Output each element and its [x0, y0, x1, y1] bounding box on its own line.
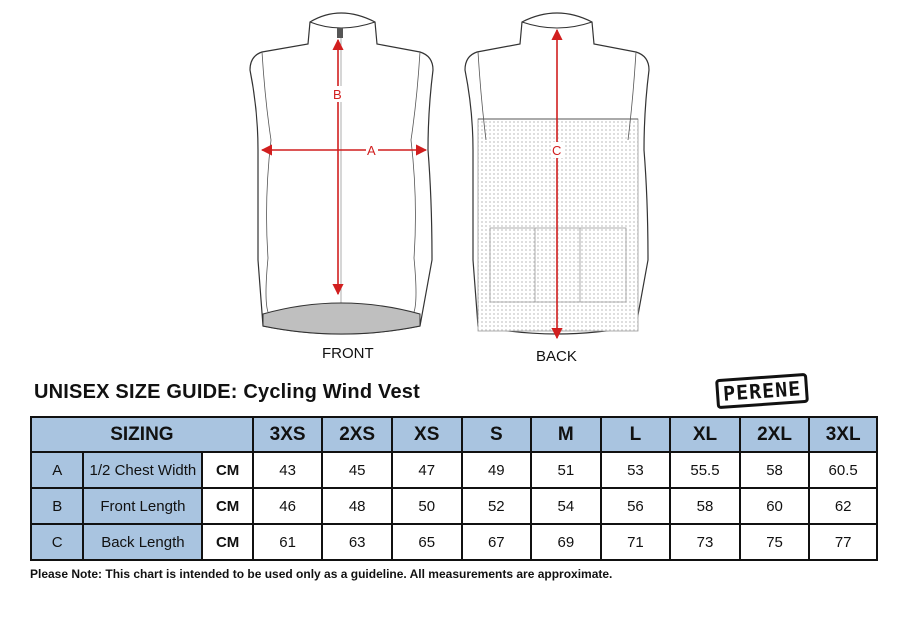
size-header: 2XS: [322, 417, 392, 452]
table-cell: 52: [462, 488, 532, 524]
table-cell: 69: [531, 524, 601, 560]
mark-c: C: [552, 143, 562, 158]
size-header: L: [601, 417, 671, 452]
size-header: S: [462, 417, 532, 452]
table-cell: 67: [462, 524, 532, 560]
table-row: [31, 488, 877, 524]
table-cell: 62: [809, 488, 877, 524]
mark-a: A: [367, 143, 376, 158]
size-header: M: [531, 417, 601, 452]
table-cell: 65: [392, 524, 462, 560]
row-letter: A: [31, 452, 83, 488]
table-cell: 60.5: [809, 452, 877, 488]
brand-logo: PERENE: [715, 373, 809, 409]
row-letter: B: [31, 488, 83, 524]
table-header-row: [31, 417, 877, 452]
table-cell: 77: [809, 524, 877, 560]
table-cell: 46: [253, 488, 323, 524]
front-label: FRONT: [322, 345, 374, 362]
table-cell: 43: [253, 452, 323, 488]
size-header: XS: [392, 417, 462, 452]
table-cell: 51: [531, 452, 601, 488]
table-row: [31, 524, 877, 560]
table-cell: 50: [392, 488, 462, 524]
mark-b: B: [333, 87, 342, 102]
table-cell: 45: [322, 452, 392, 488]
table-cell: 58: [740, 452, 810, 488]
back-label: BACK: [536, 348, 577, 365]
unit-label: CM: [202, 452, 252, 488]
size-table: [30, 416, 878, 561]
disclaimer-note: Please Note: This chart is intended to be used only as a guideline. All measurements are approximate.: [30, 567, 613, 581]
table-cell: 75: [740, 524, 810, 560]
table-cell: 61: [253, 524, 323, 560]
table-cell: 54: [531, 488, 601, 524]
size-header: 3XS: [253, 417, 323, 452]
front-vest: [250, 13, 433, 362]
table-cell: 71: [601, 524, 671, 560]
table-row: [31, 452, 877, 488]
table-cell: 73: [670, 524, 740, 560]
unit-label: CM: [202, 524, 252, 560]
table-cell: 53: [601, 452, 671, 488]
row-letter: C: [31, 524, 83, 560]
size-header: 3XL: [809, 417, 877, 452]
measurement-name: Front Length: [83, 488, 202, 524]
table-cell: 60: [740, 488, 810, 524]
table-cell: 63: [322, 524, 392, 560]
size-header: XL: [670, 417, 740, 452]
size-header: 2XL: [740, 417, 810, 452]
table-cell: 48: [322, 488, 392, 524]
table-cell: 49: [462, 452, 532, 488]
unit-label: CM: [202, 488, 252, 524]
measurement-name: 1/2 Chest Width: [83, 452, 202, 488]
measurement-name: Back Length: [83, 524, 202, 560]
sizing-header: SIZING: [31, 417, 253, 452]
table-cell: 47: [392, 452, 462, 488]
table-cell: 56: [601, 488, 671, 524]
table-cell: 58: [670, 488, 740, 524]
table-cell: 55.5: [670, 452, 740, 488]
back-vest: [465, 13, 649, 365]
page-title: UNISEX SIZE GUIDE: Cycling Wind Vest: [34, 381, 420, 403]
